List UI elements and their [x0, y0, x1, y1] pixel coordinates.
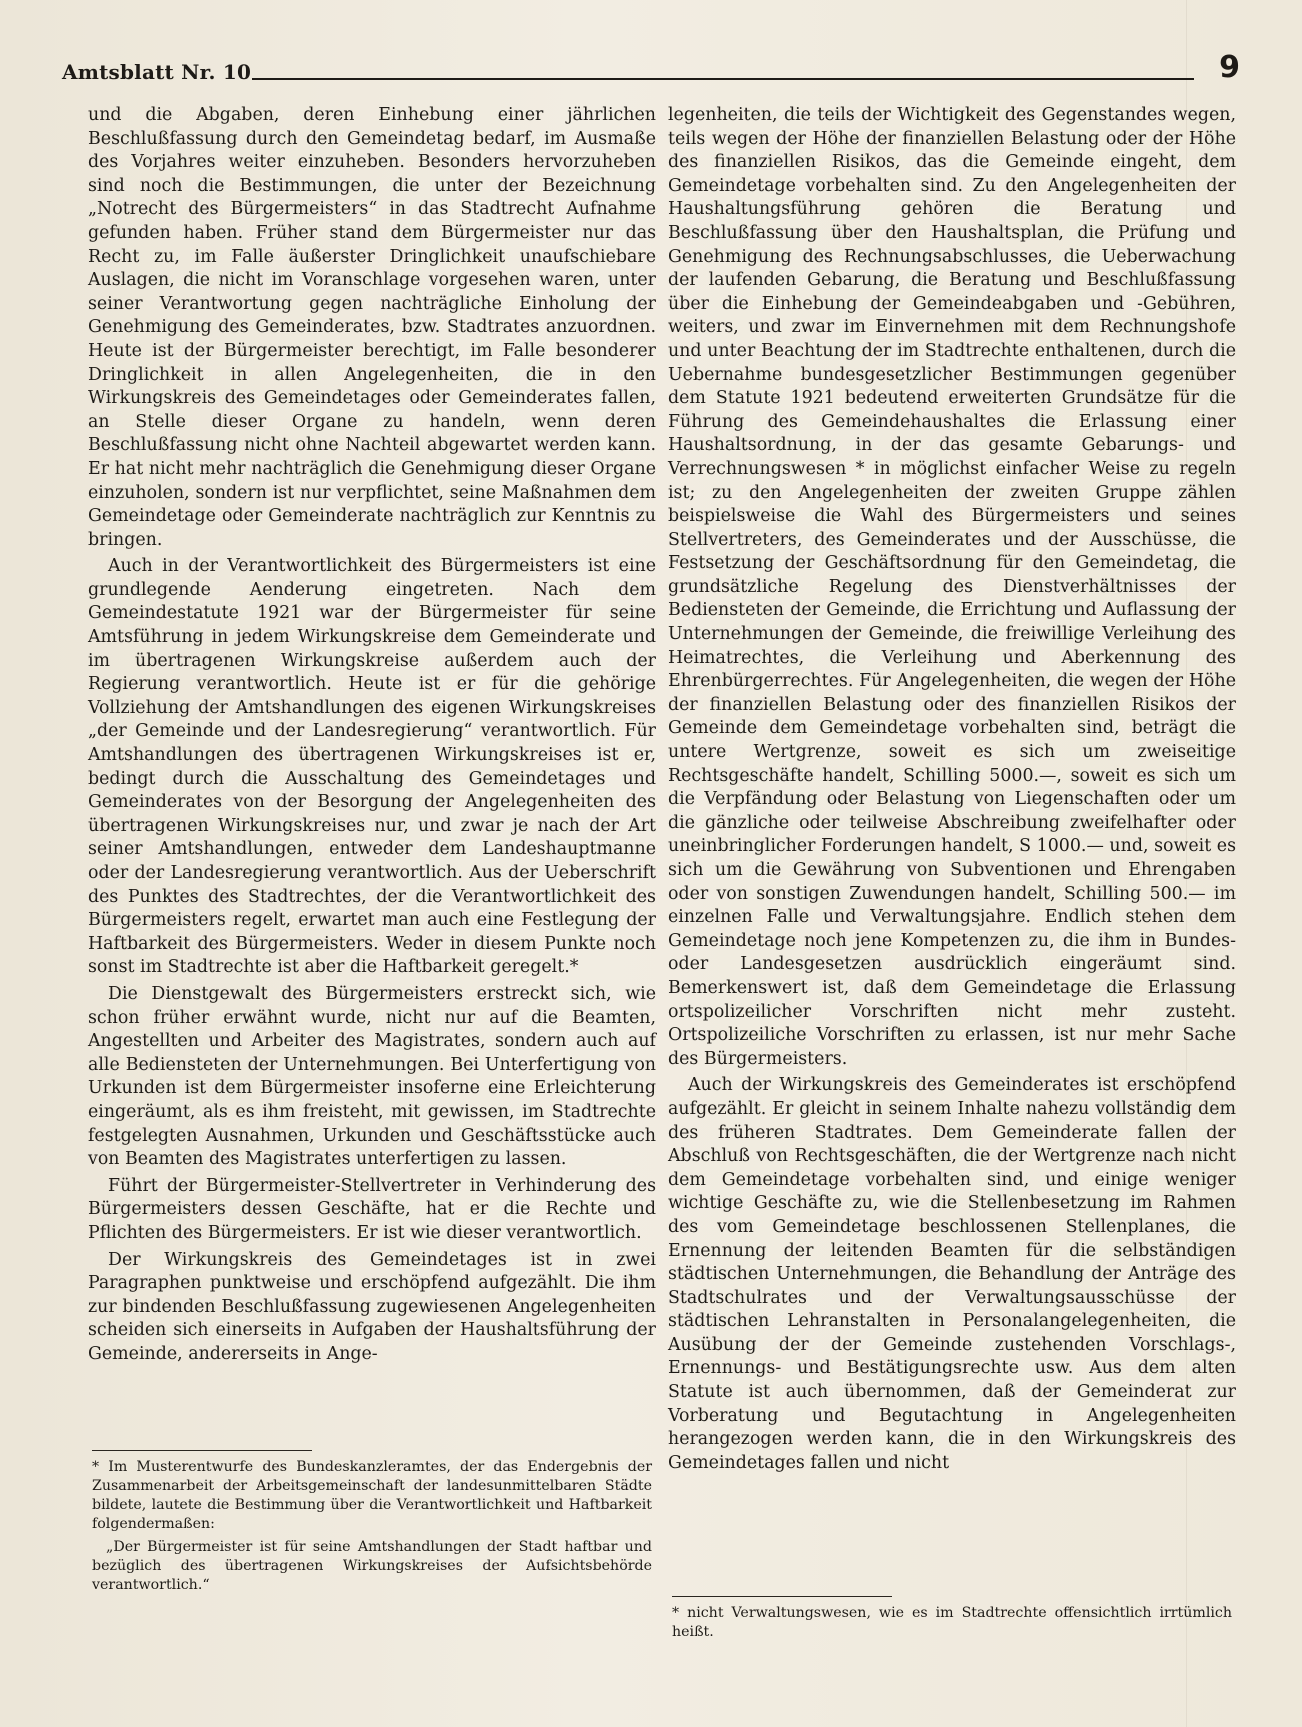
- footnote-quote: „Der Bürgermeister ist für seine Amtshandlungen der Stadt haftbar und bezüglich des übertragenen Wirkungskreises der Aufsichtsbehörde verantwortlich.“: [92, 1539, 652, 1593]
- journal-title: Amtsblatt Nr. 10: [62, 60, 252, 84]
- footnote-rule-left: [92, 1450, 312, 1451]
- page-header: [62, 46, 1240, 86]
- paragraph: Auch in der Verantwortlichkeit des Bürgermeisters ist eine grundlegende Aenderung eingetreten. Nach dem Gemeindestatute 1921 war der Bürgermeister für seine Amtsführung in jedem Wirkungskreise dem Gemeinderate und im übertragenen Wirkungskreise außerdem auch der Regierung verantwortlich. Heute ist er für die gehörige Vollziehung der Amtshandlungen des eigenen Wirkungskreises „der Gemeinde und der Landesregierung“ verantwortlich. Für Amtshandlungen des übertragenen Wirkungskreises ist er, bedingt durch die Ausschaltung des Gemeindetages und Gemeinderates von der Besorgung der Angelegenheiten des übertragenen Wirkungskreises nur, und zwar je nach der Art seiner Amtshandlungen, entweder dem Landeshauptmanne oder der Landesregierung verantwortlich. Aus der Ueberschrift des Punktes des Stadtrechtes, der die Verantwortlichkeit des Bürgermeisters regelt, erwartet man auch eine Festlegung der Haftbarkeit des Bürgermeisters. Weder in diesem Punkte noch sonst im Stadtrechte ist aber die Haftbarkeit geregelt.*: [88, 556, 656, 978]
- footnote-text: * nicht Verwaltungswesen, wie es im Stadtrechte offensichtlich irrtümlich heißt.: [672, 1605, 1232, 1640]
- header-rule: [252, 78, 1194, 80]
- paragraph: und die Abgaben, deren Einhebung einer jährlichen Beschlußfassung durch den Gemeindetag bedarf, im Ausmaße des Vorjahres weiter einzuheben. Besonders hervorzuheben sind noch die Bestimmungen, die unter der Bezeichnung „Notrecht des Bürgermeisters“ in das Stadtrecht Aufnahme gefunden haben. Früher stand dem Bürgermeister nur das Recht zu, im Falle äußerster Dringlichkeit unaufschiebare Auslagen, die nicht im Voranschlage vorgesehen waren, unter seiner Verantwortung gegen nachträgliche Einholung der Genehmigung des Gemeinderates, bzw. Stadtrates anzuordnen. Heute ist der Bürgermeister berechtigt, im Falle besonderer Dringlichkeit in allen Angelegenheiten, die in den Wirkungskreis des Gemeindetages oder Gemeinderates fallen, an Stelle dieser Organe zu handeln, wenn deren Beschlußfassung nicht ohne Nachteil abgewartet werden kann. Er hat nicht mehr nachträglich die Genehmigung dieser Organe einzuholen, sondern ist nur verpflichtet, seine Maßnahmen dem Gemeindetage oder Gemeinderate nachträglich zur Kenntnis zu bringen.: [88, 105, 656, 550]
- footnote-right: [672, 1604, 1232, 1642]
- page-number: 9: [1219, 50, 1240, 85]
- right-column: [668, 104, 1236, 1475]
- paragraph: legenheiten, die teils der Wichtigkeit des Gegenstandes wegen, teils wegen der Höhe der finanziellen Belastung oder der Höhe des finanziellen Risikos, das die Gemeinde eingeht, dem Gemeindetage vorbehalten sind. Zu den Angelegenheiten der Haushaltungsführung gehören die Beratung und Beschlußfassung über den Haushaltsplan, die Prüfung und Genehmigung des Rechnungsabschlusses, die Ueberwachung der laufenden Gebarung, die Beratung und Beschlußfassung über die Einhebung der Gemeindeabgaben und -Gebühren, weiters, und zwar im Einvernehmen mit dem Rechnungshofe und unter Beachtung der im Stadtrechte enthaltenen, durch die Uebernahme bundesgesetzlicher Bestimmungen gegenüber dem Statute 1921 bedeutend erweiterten Grundsätze für die Führung des Gemeindehaushaltes die Erlassung einer Haushaltsordnung, in der das gesamte Gebarungs- und Verrechnungswesen * in möglichst einfacher Weise zu regeln ist; zu den Angelegenheiten der zweiten Gruppe zählen beispielsweise die Wahl des Bürgermeisters und seines Stellvertreters, des Gemeinderates und der Ausschüsse, die Festsetzung der Geschäftsordnung für den Gemeindetag, die grundsätzliche Regelung des Dienstverhältnisses der Bediensteten der Gemeinde, die Errichtung und Auflassung der Unternehmungen der Gemeinde, die freiwillige Verleihung des Heimatrechtes, die Verleihung und Aberkennung des Ehrenbürgerrechtes. Für Angelegenheiten, die wegen der Höhe der finanziellen Belastung oder des finanziellen Risikos der Gemeinde dem Gemeindetage vorbehalten sind, beträgt die untere Wertgrenze, soweit es sich um zweiseitige Rechtsgeschäfte handelt, Schilling 5000.—, soweit es sich um die Verpfändung oder Belastung von Liegenschaften oder um die gänzliche oder teilweise Abschreibung zweifelhafter oder uneinbringlicher Forderungen handelt, S 1000.— und, soweit es sich um die Gewährung von Subventionen und Ehrengaben oder von sonstigen Zuwendungen handelt, Schilling 500.— im einzelnen Falle und Verwaltungsjahre. Endlich stehen dem Gemeindetage noch jene Kompetenzen zu, die ihm in Bundes- oder Landesgesetzen ausdrücklich eingeräumt sind. Bemerkenswert ist, daß dem Gemeindetage die Erlassung ortspolizeilicher Vorschriften nicht mehr zusteht. Ortspolizeiliche Vorschriften zu erlassen, ist nur mehr Sache des Bürgermeisters.: [668, 105, 1236, 1069]
- footnote-left: [92, 1458, 652, 1595]
- paragraph: Auch der Wirkungskreis des Gemeinderates ist erschöpfend aufgezählt. Er gleicht in seinem Inhalte nahezu vollständig dem des früheren Stadtrates. Dem Gemeinderate fallen der Abschluß von Rechtsgeschäften, die der Wertgrenze nach nicht dem Gemeindetage vorbehalten sind, und einige weniger wichtige Geschäfte zu, wie die Stellenbesetzung im Rahmen des vom Gemeindetage beschlossenen Stellenplanes, die Ernennung der leitenden Beamten für die selbständigen städtischen Unternehmungen, die Behandlung der Anträge des Stadtschulrates und der Verwaltungsausschüsse der städtischen Lehranstalten in Personalangelegenheiten, die Ausübung der der Gemeinde zustehenden Vorschlags-, Ernennungs- und Bestätigungsrechte usw. Aus dem alten Statute ist auch übernommen, daß der Gemeinderat zur Vorberatung und Begutachtung in Angelegenheiten herangezogen werden kann, die in den Wirkungskreis des Gemeindetages fallen und nicht: [668, 1075, 1236, 1473]
- paragraph: Die Dienstgewalt des Bürgermeisters erstreckt sich, wie schon früher erwähnt wurde, nicht nur auf die Beamten, Angestellten und Arbeiter des Magistrates, sondern auch auf alle Bediensteten der Unternehmungen. Bei Unterfertigung von Urkunden ist dem Bürgermeister insoferne eine Erleichterung eingeräumt, als es ihm freisteht, mit gewissen, im Stadtrechte festgelegten Ausnahmen, Urkunden und Geschäftsstücke auch von Beamten des Magistrates unterfertigen zu lassen.: [88, 983, 656, 1170]
- footnote-rule-right: [672, 1596, 892, 1597]
- paragraph: Führt der Bürgermeister-Stellvertreter in Verhinderung des Bürgermeisters dessen Geschäfte, hat er die Rechte und Pflichten des Bürgermeisters. Er ist wie dieser verantwortlich.: [88, 1175, 656, 1243]
- footnote-text: * Im Musterentwurfe des Bundeskanzleramtes, der das Endergebnis der Zusammenarbeit der Arbeitsgemeinschaft der landesunmittelbaren Städte bildete, lautete die Bestimmung über die Verantwortlichkeit und Haftbarkeit folgendermaßen:: [92, 1459, 652, 1532]
- paragraph: Der Wirkungskreis des Gemeindetages ist in zwei Paragraphen punktweise und erschöpfend aufgezählt. Die ihm zur bindenden Beschlußfassung zugewiesenen Angelegenheiten scheiden sich einerseits in Aufgaben der Haushaltsführung der Gemeinde, andererseits in Ange-: [88, 1249, 656, 1364]
- left-column: [88, 104, 656, 1366]
